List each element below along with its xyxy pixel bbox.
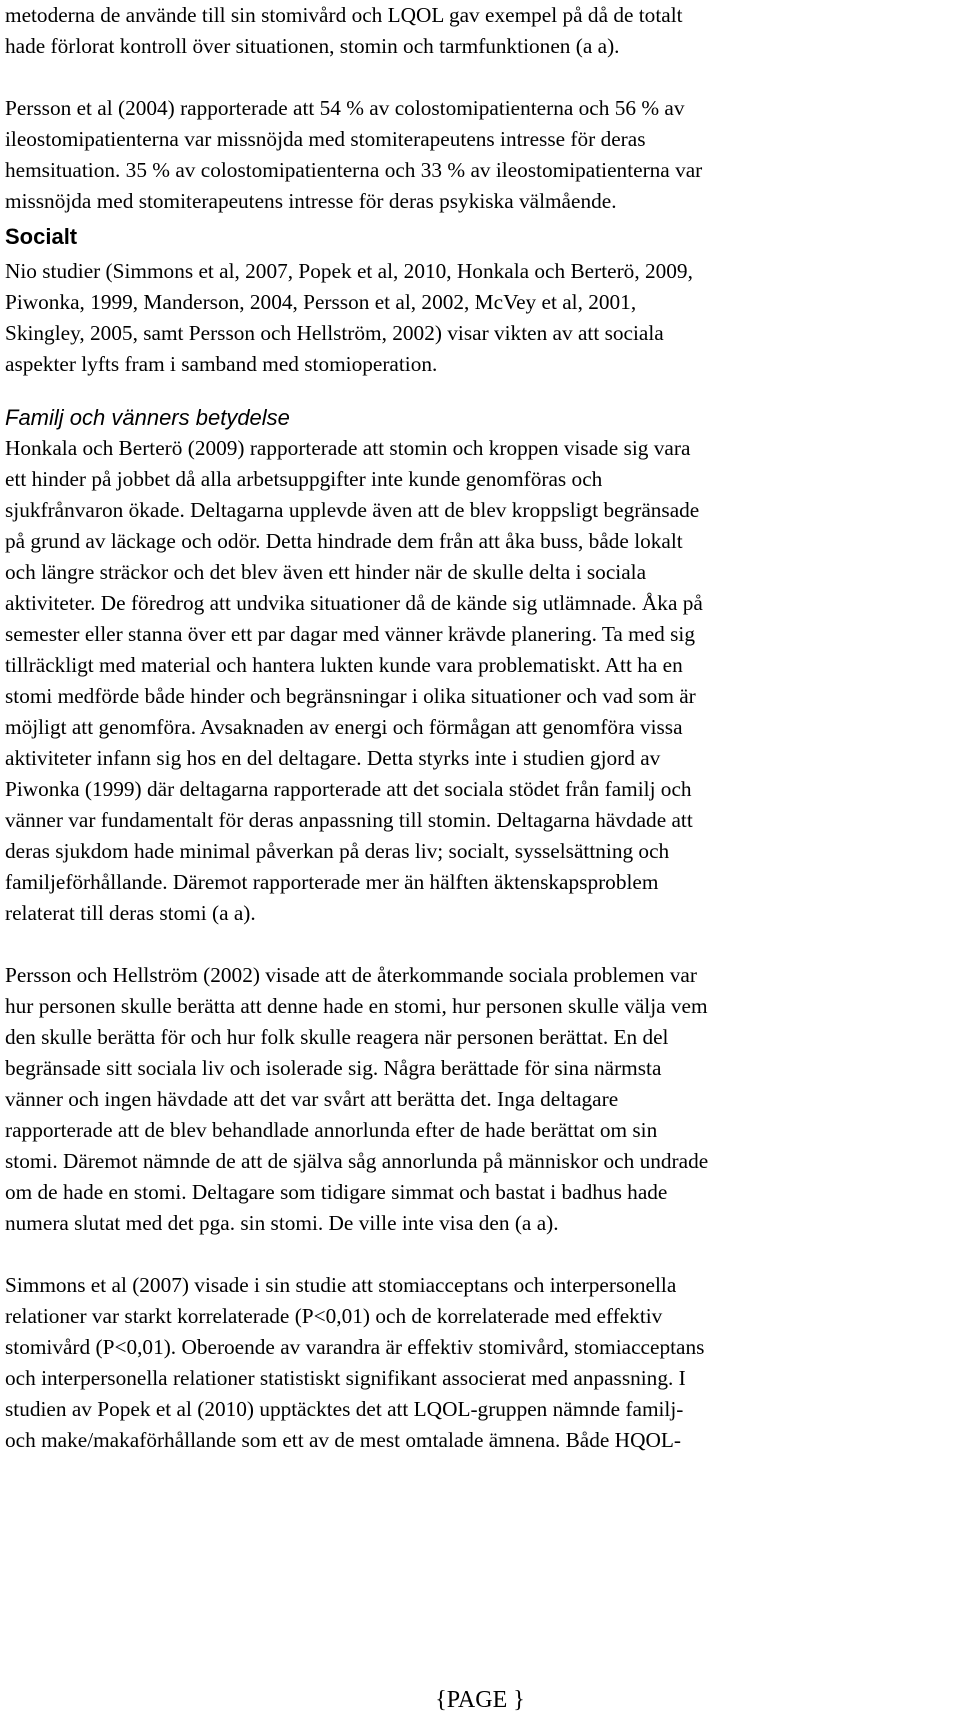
text-line: Honkala och Berterö (2009) rapporterade att stomin och kroppen visade sig vara (5, 436, 691, 460)
paragraph-intro (5, 0, 955, 62)
text-line: Piwonka (1999) där deltagarna rapporterade att det sociala stödet från familj och (5, 777, 692, 801)
document-page (5, 0, 955, 1456)
text-line: relationer var starkt korrelaterade (P<0,01) och de korrelaterade med effektiv (5, 1304, 663, 1328)
text-line: den skulle berätta för och hur folk skulle reagera när personen berättat. En del (5, 1025, 669, 1049)
text-line: sjukfrånvaron ökade. Deltagarna upplevde även att de blev kroppsligt begränsade (5, 498, 700, 522)
paragraph-simmons-2007 (5, 1270, 955, 1456)
text-line: stomivård (P<0,01). Oberoende av varandra är effektiv stomivård, stomiacceptans (5, 1335, 705, 1359)
text-line: aktiviteter infann sig hos en del deltagare. Detta styrks inte i studien gjord av (5, 746, 661, 770)
page-number-field: {PAGE } (435, 1687, 525, 1713)
text-line: missnöjda med stomiterapeutens intresse för deras psykiska välmående. (5, 189, 617, 213)
text-line: stomi medförde både hinder och begränsningar i olika situationer och vad som är (5, 684, 696, 708)
paragraph-persson-2002 (5, 960, 955, 1239)
text-line: semester eller stanna över ett par dagar med vänner krävde planering. Ta med sig (5, 622, 695, 646)
text-line: Skingley, 2005, samt Persson och Hellström, 2002) visar vikten av att sociala (5, 321, 664, 345)
text-line: stomi. Däremot nämnde de att de själva såg annorlunda på människor och undrade (5, 1149, 709, 1173)
text-line: deras sjukdom hade minimal påverkan på deras liv; socialt, sysselsättning och (5, 839, 670, 863)
text-line: ett hinder på jobbet då alla arbetsuppgifter inte kunde genomföras och (5, 467, 603, 491)
section-heading-socialt: Socialt (5, 224, 78, 249)
section-familj (5, 402, 955, 929)
text-line: och make/makaförhållande som ett av de mest omtalade ämnena. Både HQOL- (5, 1428, 681, 1452)
text-line: metoderna de använde till sin stomivård och LQOL gav exempel på då de totalt (5, 3, 683, 27)
section-gap (5, 380, 955, 402)
paragraph-gap (5, 62, 955, 93)
text-line: Nio studier (Simmons et al, 2007, Popek et al, 2010, Honkala och Berterö, 2009, (5, 259, 693, 283)
section-socialt (5, 221, 955, 380)
text-line: på grund av läckage och odör. Detta hindrade dem från att åka buss, både lokalt (5, 529, 683, 553)
section-heading-familj: Familj och vänners betydelse (5, 405, 290, 430)
text-line: vänner var fundamentalt för deras anpassning till stomin. Deltagarna hävdade att (5, 808, 693, 832)
text-line: aktiviteter. De föredrog att undvika situationer då de kände sig utlämnade. Åka på (5, 591, 703, 615)
text-line: studien av Popek et al (2010) upptäcktes det att LQOL-gruppen nämnde familj- (5, 1397, 684, 1421)
text-line: om de hade en stomi. Deltagare som tidigare simmat och bastat i badhus hade (5, 1180, 668, 1204)
text-line: tillräckligt med material och hantera lukten kunde vara problematiskt. Att ha en (5, 653, 683, 677)
text-line: hade förlorat kontroll över situationen, stomin och tarmfunktionen (a a). (5, 34, 620, 58)
text-line: begränsade sitt sociala liv och isolerade sig. Några berättade för sina närmsta (5, 1056, 662, 1080)
text-line: relaterat till deras stomi (a a). (5, 901, 256, 925)
text-line: möjligt att genomföra. Avsaknaden av energi och förmågan att genomföra vissa (5, 715, 683, 739)
text-line: numera slutat med det pga. sin stomi. De ville inte visa den (a a). (5, 1211, 559, 1235)
text-line: och interpersonella relationer statistiskt signifikant associerat med anpassning. I (5, 1366, 686, 1390)
text-line: Persson et al (2004) rapporterade att 54 % av colostomipatienterna och 56 % av (5, 96, 685, 120)
text-line: Persson och Hellström (2002) visade att de återkommande sociala problemen var (5, 963, 697, 987)
text-line: rapporterade att de blev behandlade annorlunda efter de hade berättat om sin (5, 1118, 658, 1142)
text-line: hemsituation. 35 % av colostomipatienterna och 33 % av ileostomipatienterna var (5, 158, 703, 182)
text-line: aspekter lyfts fram i samband med stomioperation. (5, 352, 438, 376)
paragraph-gap (5, 1239, 955, 1270)
text-line: Simmons et al (2007) visade i sin studie att stomiacceptans och interpersonella (5, 1273, 677, 1297)
text-line: och längre sträckor och det blev även ett hinder när de skulle delta i sociala (5, 560, 647, 584)
text-line: vänner och ingen hävdade att det var svårt att berätta det. Inga deltagare (5, 1087, 619, 1111)
paragraph-gap (5, 929, 955, 960)
text-line: familjeförhållande. Däremot rapporterade mer än hälften äktenskapsproblem (5, 870, 659, 894)
text-line: Piwonka, 1999, Manderson, 2004, Persson et al, 2002, McVey et al, 2001, (5, 290, 637, 314)
text-line: ileostomipatienterna var missnöjda med stomiterapeutens intresse för deras (5, 127, 646, 151)
paragraph-persson-2004 (5, 93, 955, 217)
text-line: hur personen skulle berätta att denne hade en stomi, hur personen skulle välja vem (5, 994, 708, 1018)
